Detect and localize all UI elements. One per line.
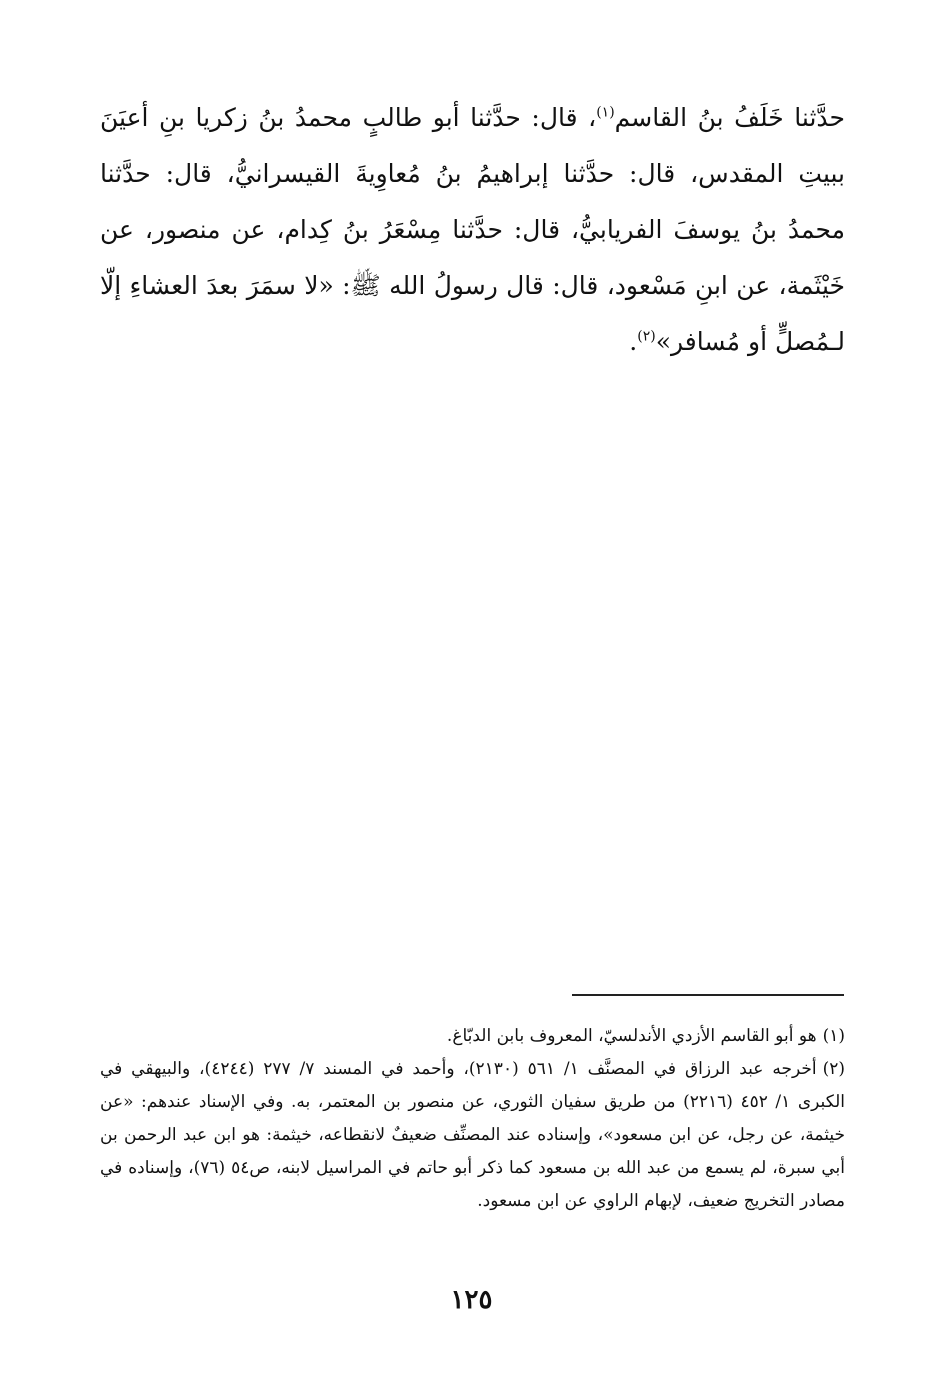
hadith-text-part1: حدَّثنا خَلَفُ بنُ القاسم — [614, 103, 845, 132]
footnotes — [100, 1020, 845, 1218]
hadith-text-part3: . — [629, 327, 638, 356]
page-number: ١٢٥ — [450, 1285, 493, 1315]
footnote-1 — [100, 1020, 845, 1053]
footnote-text: هو أبو القاسم الأزدي الأندلسيّ، المعروف بابن الدبّاغ. — [446, 1026, 817, 1046]
footnote-2 — [100, 1053, 845, 1218]
footnote-ref-1: (١) — [596, 104, 615, 121]
main-text — [100, 90, 845, 370]
footnote-number: (٢) — [822, 1059, 845, 1079]
footnote-separator — [572, 994, 844, 996]
footnote-number: (١) — [822, 1026, 845, 1046]
hadith-paragraph — [100, 90, 845, 370]
footnote-text: أخرجه عبد الرزاق في المصنَّف ١/ ٥٦١ (٢١٣٠)، وأحمد في المسند ٧/ ٢٧٧ (٤٢٤٤)، والبيهقي في الكبرى ١/ ٤٥٢ (٢٢١٦) من طريق سفيان الثوري، عن منصور بن المعتمر، به. وفي الإسناد عندهم: «عن خيثمة، عن رجل، عن ابن مسعود»، وإسناده عند المصنِّف ضعيفٌ لانقطاعه، خيثمة: هو ابن عبد الرحمن بن أبي سبرة، لم يسمع من عبد الله بن مسعود كما ذكر أبو حاتم في المراسيل لابنه، ص٥٤ (٧٦)، وإسناده في مصادر التخريج ضعيف، لإبهام الراوي عن ابن مسعود. — [100, 1059, 846, 1211]
footnote-ref-2: (٢) — [637, 328, 656, 345]
hadith-text-part2: ، قال: حدَّثنا أبو طالبٍ محمدُ بنُ زكريا بنِ أعيَنَ ببيتِ المقدس، قال: حدَّثنا إبراهيمُ بنُ مُعاوِيةَ القيسرانيُّ، قال: حدَّثنا محمدُ بنُ يوسفَ الفريابيُّ، قال: حدَّثنا مِسْعَرُ بنُ كِدام، عن منصور، عن خَيْثَمة، عن ابنِ مَسْعود، قال: قال رسولُ الله ﷺ: «لا سمَرَ بعدَ العشاءِ إلّا لـمُصلٍّ أو مُسافر» — [100, 103, 845, 356]
